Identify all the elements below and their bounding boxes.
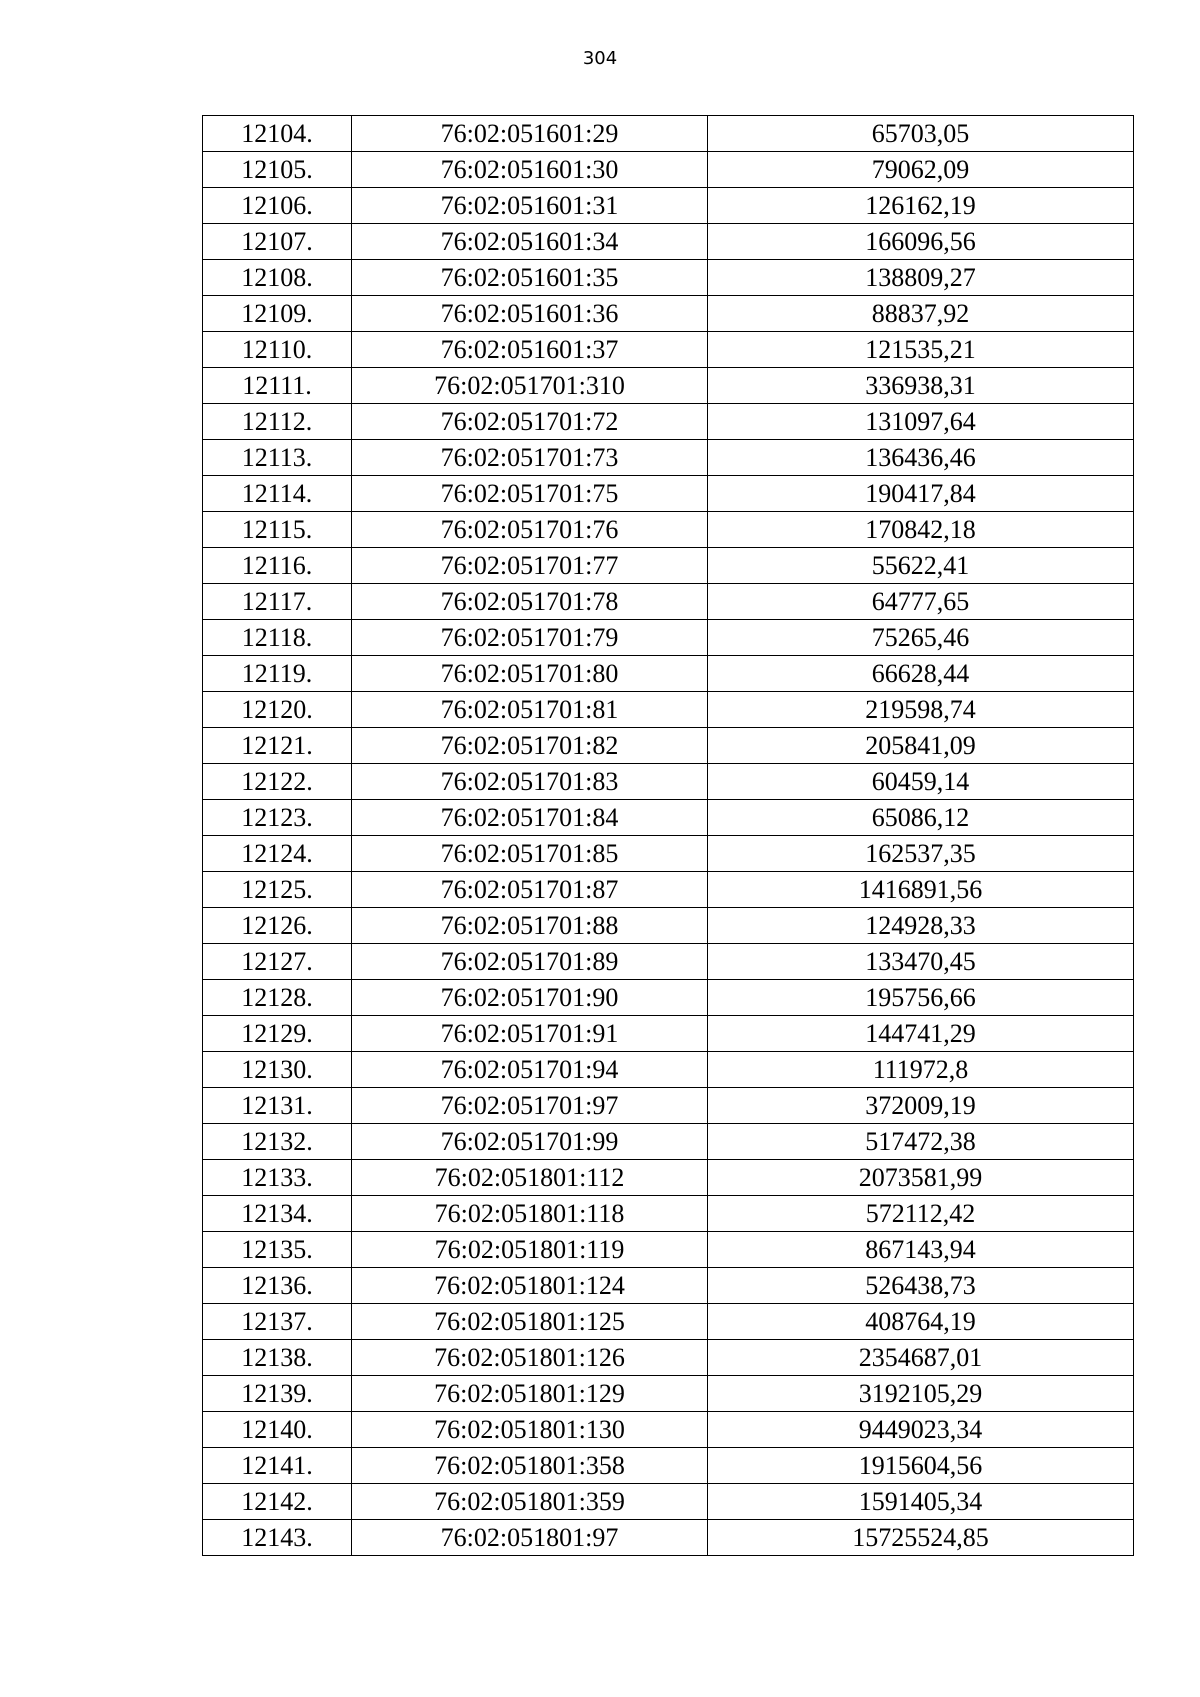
table-row (203, 908, 1134, 944)
table-row (203, 1232, 1134, 1268)
cadastral-number-cell: 76:02:051701:78 (352, 584, 708, 620)
cadastral-number-cell: 76:02:051701:87 (352, 872, 708, 908)
cadastral-value-cell: 3192105,29 (708, 1376, 1134, 1412)
table-row (203, 764, 1134, 800)
cadastral-value-cell: 88837,92 (708, 296, 1134, 332)
table-row (203, 188, 1134, 224)
row-number-cell: 12107. (203, 224, 352, 260)
cadastral-value-cell: 166096,56 (708, 224, 1134, 260)
cadastral-value-cell: 162537,35 (708, 836, 1134, 872)
cadastral-number-cell: 76:02:051601:37 (352, 332, 708, 368)
cadastral-number-cell: 76:02:051601:30 (352, 152, 708, 188)
row-number-cell: 12104. (203, 116, 352, 152)
cadastral-number-cell: 76:02:051701:81 (352, 692, 708, 728)
cadastral-value-cell: 131097,64 (708, 404, 1134, 440)
cadastral-number-cell: 76:02:051801:112 (352, 1160, 708, 1196)
cadastral-value-cell: 55622,41 (708, 548, 1134, 584)
table-row (203, 152, 1134, 188)
cadastral-value-cell: 79062,09 (708, 152, 1134, 188)
cadastral-value-cell: 136436,46 (708, 440, 1134, 476)
cadastral-number-cell: 76:02:051801:97 (352, 1520, 708, 1556)
cadastral-value-cell: 75265,46 (708, 620, 1134, 656)
row-number-cell: 12133. (203, 1160, 352, 1196)
cadastral-number-cell: 76:02:051701:73 (352, 440, 708, 476)
row-number-cell: 12139. (203, 1376, 352, 1412)
table-row (203, 440, 1134, 476)
row-number-cell: 12115. (203, 512, 352, 548)
cadastral-number-cell: 76:02:051701:90 (352, 980, 708, 1016)
row-number-cell: 12122. (203, 764, 352, 800)
cadastral-value-cell: 205841,09 (708, 728, 1134, 764)
table-row (203, 1376, 1134, 1412)
cadastral-value-cell: 138809,27 (708, 260, 1134, 296)
table-row (203, 620, 1134, 656)
row-number-cell: 12121. (203, 728, 352, 764)
cadastral-value-cell: 1416891,56 (708, 872, 1134, 908)
row-number-cell: 12119. (203, 656, 352, 692)
row-number-cell: 12138. (203, 1340, 352, 1376)
cadastral-number-cell: 76:02:051701:84 (352, 800, 708, 836)
table-row (203, 656, 1134, 692)
cadastral-number-cell: 76:02:051801:125 (352, 1304, 708, 1340)
table-row (203, 1196, 1134, 1232)
cadastral-number-cell: 76:02:051801:126 (352, 1340, 708, 1376)
cadastral-value-table (202, 115, 1134, 1556)
cadastral-number-cell: 76:02:051701:99 (352, 1124, 708, 1160)
table-row (203, 1052, 1134, 1088)
table-row (203, 332, 1134, 368)
table-row (203, 980, 1134, 1016)
table-row (203, 1484, 1134, 1520)
table-row (203, 296, 1134, 332)
cadastral-value-cell: 1591405,34 (708, 1484, 1134, 1520)
cadastral-number-cell: 76:02:051801:118 (352, 1196, 708, 1232)
table-row (203, 1412, 1134, 1448)
cadastral-number-cell: 76:02:051701:75 (352, 476, 708, 512)
table-row (203, 800, 1134, 836)
cadastral-value-cell: 1915604,56 (708, 1448, 1134, 1484)
table-row (203, 512, 1134, 548)
cadastral-number-cell: 76:02:051701:76 (352, 512, 708, 548)
cadastral-value-cell: 190417,84 (708, 476, 1134, 512)
row-number-cell: 12120. (203, 692, 352, 728)
cadastral-value-cell: 133470,45 (708, 944, 1134, 980)
cadastral-value-cell: 64777,65 (708, 584, 1134, 620)
table-row (203, 944, 1134, 980)
row-number-cell: 12140. (203, 1412, 352, 1448)
row-number-cell: 12110. (203, 332, 352, 368)
cadastral-value-cell: 66628,44 (708, 656, 1134, 692)
row-number-cell: 12142. (203, 1484, 352, 1520)
cadastral-number-cell: 76:02:051801:130 (352, 1412, 708, 1448)
row-number-cell: 12112. (203, 404, 352, 440)
cadastral-value-cell: 408764,19 (708, 1304, 1134, 1340)
cadastral-value-cell: 336938,31 (708, 368, 1134, 404)
row-number-cell: 12141. (203, 1448, 352, 1484)
cadastral-value-cell: 124928,33 (708, 908, 1134, 944)
table-row (203, 1124, 1134, 1160)
row-number-cell: 12116. (203, 548, 352, 584)
cadastral-value-cell: 526438,73 (708, 1268, 1134, 1304)
cadastral-number-cell: 76:02:051701:80 (352, 656, 708, 692)
row-number-cell: 12130. (203, 1052, 352, 1088)
table-row (203, 476, 1134, 512)
cadastral-value-cell: 9449023,34 (708, 1412, 1134, 1448)
table-row (203, 836, 1134, 872)
row-number-cell: 12113. (203, 440, 352, 476)
table-row (203, 1340, 1134, 1376)
cadastral-value-cell: 219598,74 (708, 692, 1134, 728)
row-number-cell: 12108. (203, 260, 352, 296)
cadastral-number-cell: 76:02:051701:77 (352, 548, 708, 584)
table-row (203, 368, 1134, 404)
row-number-cell: 12137. (203, 1304, 352, 1340)
table-row (203, 692, 1134, 728)
cadastral-value-cell: 65086,12 (708, 800, 1134, 836)
cadastral-number-cell: 76:02:051701:79 (352, 620, 708, 656)
cadastral-number-cell: 76:02:051701:85 (352, 836, 708, 872)
table-row (203, 116, 1134, 152)
row-number-cell: 12114. (203, 476, 352, 512)
cadastral-number-cell: 76:02:051601:36 (352, 296, 708, 332)
cadastral-value-cell: 144741,29 (708, 1016, 1134, 1052)
cadastral-value-cell: 2073581,99 (708, 1160, 1134, 1196)
row-number-cell: 12109. (203, 296, 352, 332)
table-row (203, 728, 1134, 764)
cadastral-value-cell: 2354687,01 (708, 1340, 1134, 1376)
cadastral-number-cell: 76:02:051601:34 (352, 224, 708, 260)
cadastral-value-cell: 126162,19 (708, 188, 1134, 224)
cadastral-number-cell: 76:02:051601:35 (352, 260, 708, 296)
row-number-cell: 12134. (203, 1196, 352, 1232)
table-row (203, 1268, 1134, 1304)
cadastral-value-cell: 572112,42 (708, 1196, 1134, 1232)
page-number: 304 (582, 48, 618, 69)
row-number-cell: 12105. (203, 152, 352, 188)
cadastral-number-cell: 76:02:051801:359 (352, 1484, 708, 1520)
cadastral-number-cell: 76:02:051601:29 (352, 116, 708, 152)
table-row (203, 1304, 1134, 1340)
cadastral-number-cell: 76:02:051701:91 (352, 1016, 708, 1052)
table-row (203, 1016, 1134, 1052)
cadastral-value-cell: 111972,8 (708, 1052, 1134, 1088)
cadastral-number-cell: 76:02:051701:82 (352, 728, 708, 764)
cadastral-number-cell: 76:02:051701:83 (352, 764, 708, 800)
row-number-cell: 12127. (203, 944, 352, 980)
table-row (203, 1520, 1134, 1556)
cadastral-number-cell: 76:02:051801:358 (352, 1448, 708, 1484)
table-row (203, 1088, 1134, 1124)
row-number-cell: 12126. (203, 908, 352, 944)
cadastral-value-cell: 65703,05 (708, 116, 1134, 152)
row-number-cell: 12129. (203, 1016, 352, 1052)
row-number-cell: 12143. (203, 1520, 352, 1556)
row-number-cell: 12132. (203, 1124, 352, 1160)
cadastral-value-cell: 867143,94 (708, 1232, 1134, 1268)
cadastral-value-cell: 15725524,85 (708, 1520, 1134, 1556)
row-number-cell: 12117. (203, 584, 352, 620)
row-number-cell: 12128. (203, 980, 352, 1016)
cadastral-value-cell: 517472,38 (708, 1124, 1134, 1160)
cadastral-value-cell: 170842,18 (708, 512, 1134, 548)
cadastral-number-cell: 76:02:051801:119 (352, 1232, 708, 1268)
cadastral-number-cell: 76:02:051701:310 (352, 368, 708, 404)
cadastral-value-cell: 60459,14 (708, 764, 1134, 800)
cadastral-number-cell: 76:02:051801:124 (352, 1268, 708, 1304)
row-number-cell: 12125. (203, 872, 352, 908)
table-row (203, 548, 1134, 584)
table-row (203, 872, 1134, 908)
cadastral-number-cell: 76:02:051601:31 (352, 188, 708, 224)
row-number-cell: 12118. (203, 620, 352, 656)
cadastral-value-cell: 372009,19 (708, 1088, 1134, 1124)
table-row (203, 1160, 1134, 1196)
row-number-cell: 12136. (203, 1268, 352, 1304)
cadastral-number-cell: 76:02:051701:88 (352, 908, 708, 944)
cadastral-number-cell: 76:02:051801:129 (352, 1376, 708, 1412)
table-row (203, 584, 1134, 620)
table-row (203, 404, 1134, 440)
table-row (203, 260, 1134, 296)
table-body (203, 116, 1134, 1556)
row-number-cell: 12131. (203, 1088, 352, 1124)
row-number-cell: 12111. (203, 368, 352, 404)
cadastral-number-cell: 76:02:051701:72 (352, 404, 708, 440)
cadastral-value-cell: 121535,21 (708, 332, 1134, 368)
row-number-cell: 12106. (203, 188, 352, 224)
table-row (203, 224, 1134, 260)
table-row (203, 1448, 1134, 1484)
cadastral-value-cell: 195756,66 (708, 980, 1134, 1016)
row-number-cell: 12135. (203, 1232, 352, 1268)
row-number-cell: 12124. (203, 836, 352, 872)
cadastral-number-cell: 76:02:051701:97 (352, 1088, 708, 1124)
cadastral-number-cell: 76:02:051701:89 (352, 944, 708, 980)
cadastral-number-cell: 76:02:051701:94 (352, 1052, 708, 1088)
row-number-cell: 12123. (203, 800, 352, 836)
